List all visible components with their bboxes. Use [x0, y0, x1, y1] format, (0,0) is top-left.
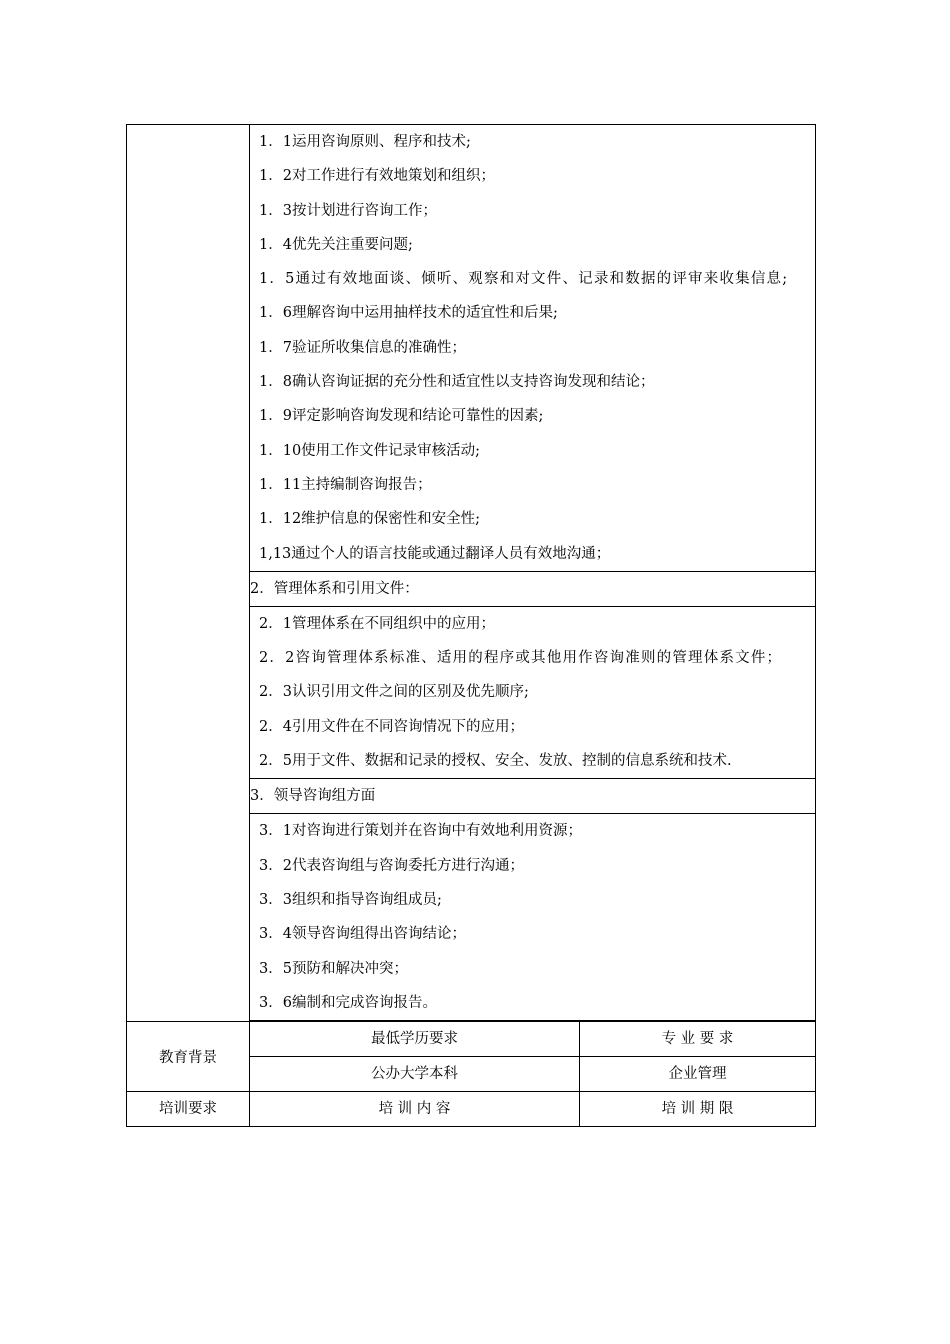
list-item: 3．4领导咨询组得出咨询结论；: [259, 926, 466, 943]
list-item: 1．5通过有效地面谈、倾听、观察和对文件、记录和数据的评审来收集信息;: [259, 271, 789, 288]
section1-row: [127, 125, 816, 572]
education-degree-value: 公办大学本科: [250, 1057, 580, 1092]
section3-list: [250, 814, 815, 1020]
list-item: 3．6编制和完成咨询报告。: [259, 994, 437, 1011]
list-item: 1．9评定影响咨询发现和结论可靠性的因素;: [259, 408, 544, 425]
education-header-row: [127, 1022, 816, 1057]
list-item: 1．7验证所收集信息的准确性；: [259, 339, 466, 356]
list-item: 1．11主持编制咨询报告；: [259, 476, 432, 493]
training-row: [127, 1092, 816, 1127]
list-item: 1．3按计划进行咨询工作；: [259, 202, 437, 219]
training-label: 培训要求: [127, 1092, 250, 1127]
list-item: 1．10使用工作文件记录审核活动;: [259, 442, 481, 459]
education-major-value: 企业管理: [580, 1057, 816, 1092]
list-item: 3．1对咨询进行策划并在咨询中有效地利用资源；: [259, 823, 582, 840]
list-item: 1,13通过个人的语言技能或通过翻译人员有效地沟通；: [259, 545, 611, 562]
list-item: 1．4优先关注重要问题;: [259, 236, 413, 253]
list-item: 1．8确认咨询证据的充分性和适宜性以支持咨询发现和结论；: [259, 374, 655, 391]
section1-cell: [250, 125, 816, 572]
section1-list: [250, 125, 815, 571]
requirements-table: [126, 124, 816, 1127]
training-content-header: 培 训 内 容: [250, 1092, 580, 1127]
list-item: 3．3组织和指导咨询组成员;: [259, 891, 442, 908]
section2-list: [250, 607, 815, 778]
section3-cell: [250, 814, 816, 1021]
list-item: 1．2对工作进行有效地策划和组织；: [259, 168, 495, 185]
list-item: 2．2咨询管理体系标准、适用的程序或其他用作咨询准则的管理体系文件；: [259, 650, 783, 667]
section2-cell: [250, 606, 816, 778]
education-label: 教育背景: [127, 1022, 250, 1092]
education-degree-header: 最低学历要求: [250, 1022, 580, 1057]
section2-heading: 2．管理体系和引用文件：: [250, 571, 816, 606]
list-item: 1．12维护信息的保密性和安全性;: [259, 511, 481, 528]
list-item: 2．1管理体系在不同组织中的应用；: [259, 615, 495, 632]
education-major-header: 专 业 要 求: [580, 1022, 816, 1057]
list-item: 2．5用于文件、数据和记录的授权、安全、发放、控制的信息系统和技术.: [259, 753, 732, 770]
list-item: 2．4引用文件在不同咨询情况下的应用；: [259, 718, 524, 735]
section3-heading: 3．领导咨询组方面: [250, 779, 816, 814]
list-item: 1．1运用咨询原则、程序和技术;: [259, 134, 471, 150]
list-item: 3．2代表咨询组与咨询委托方进行沟通；: [259, 857, 524, 874]
list-item: 2．3认识引用文件之间的区别及优先顺序;: [259, 684, 529, 701]
list-item: 1．6理解咨询中运用抽样技术的适宜性和后果;: [259, 305, 558, 322]
training-period-header: 培 训 期 限: [580, 1092, 816, 1127]
list-item: 3．5预防和解决冲突；: [259, 960, 408, 977]
left-blank-cell: [127, 125, 250, 1022]
